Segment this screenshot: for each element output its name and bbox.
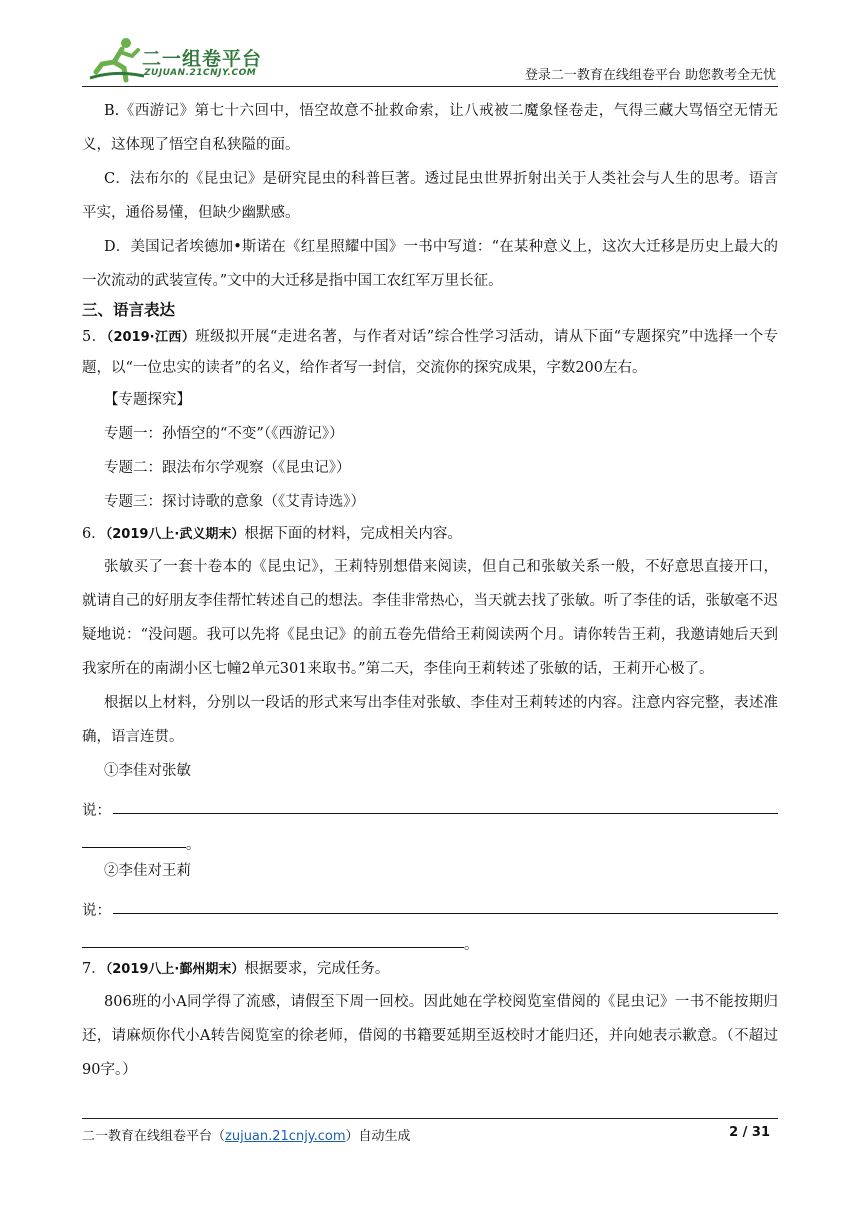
question-source: （2019八上·鄞州期末） — [105, 962, 245, 977]
footer-suffix: ）自动生成 — [345, 1129, 411, 1144]
question-text: 根据要求，完成任务。 — [244, 961, 390, 977]
question-5 — [82, 322, 778, 383]
answer-blank[interactable] — [113, 813, 778, 814]
question-7-material: 806班的小A同学得了流感，请假至下周一回校。因此她在学校阅览室借阅的《昆虫记》一书不能按期归还，请麻烦你代小A转告阅览室的徐老师，借阅的书籍要延期至返校时才能归还，并向她表示歉意。（不超过90字。） — [82, 994, 778, 1078]
answer-blank[interactable] — [82, 947, 464, 948]
header-slogan[interactable]: 登录二一教育在线组卷平台 助您教考全无忧 — [524, 68, 776, 83]
question-number: 5． — [82, 329, 107, 345]
answer-line-1b[interactable] — [82, 820, 778, 854]
topic-2: 专题二：跟法布尔学观察（《昆虫记》） — [104, 460, 351, 476]
period: 。 — [464, 937, 479, 953]
header-divider — [82, 86, 778, 87]
question-number: 6． — [82, 526, 106, 542]
sub-question-2: ②李佳对王莉 — [104, 863, 191, 879]
question-source: （2019·江西） — [106, 330, 196, 345]
topic-3: 专题三：探讨诗歌的意象（《艾青诗选》） — [104, 494, 365, 510]
site-logo[interactable] — [86, 34, 286, 84]
sub-question-1: ①李佳对张敏 — [104, 763, 191, 779]
footer-prefix: 二一教育在线组卷平台（ — [82, 1129, 226, 1144]
answer-line-2b[interactable] — [82, 920, 778, 954]
question-text: 根据下面的材料，完成相关内容。 — [244, 526, 462, 542]
question-number: 7． — [82, 961, 106, 977]
question-text: 班级拟开展“走进名著，与作者对话”综合性学习活动，请从下面“专题探究”中选择一个专题，以“一位忠实的读者”的名义，给作者写一封信，交流你的探究成果，字数200左右。 — [82, 329, 778, 376]
page-number: 2 / 31 — [729, 1125, 770, 1140]
footer-source — [82, 1125, 411, 1144]
document-body — [82, 94, 778, 1087]
option-d: D．美国记者埃德加•斯诺在《红星照耀中国》一书中写道：“在某种意义上，这次大迁移是历史上最大的一次流动的武装宣传。”文中的大迁移是指中国工农红军万里长征。 — [82, 239, 778, 289]
question-6-material: 张敏买了一套十卷本的《昆虫记》，王莉特别想借来阅读，但自己和张敏关系一般，不好意思直接开口，就请自己的好朋友李佳帮忙转述自己的想法。李佳非常热心，当天就去找了张敏。听了李佳的话，张敏毫不迟疑地说：“没问题。我可以先将《昆虫记》的前五卷先借给王莉阅读两个月。请你转告王莉，我邀请她后天到我家所在的南湖小区七幢2单元301来取书。”第二天，李佳向王莉转述了张敏的话，王莉开心极了。 — [82, 559, 778, 677]
question-6-requirement: 根据以上材料，分别以一段话的形式来写出李佳对张敏、李佳对王莉转述的内容。注意内容完整，表述准确，语言连贯。 — [82, 695, 778, 745]
period: 。 — [186, 837, 201, 853]
logo-url: ZUJUAN.21CNJY.COM — [144, 68, 257, 78]
topic-1: 专题一：孙悟空的“不变”（《西游记》） — [104, 426, 344, 442]
say-label: 说： — [82, 803, 111, 819]
say-label: 说： — [82, 903, 111, 919]
logo-title: 二一组卷平台 — [142, 48, 263, 70]
answer-line-1[interactable] — [82, 788, 778, 820]
footer-divider — [82, 1118, 778, 1119]
answer-blank[interactable] — [113, 913, 778, 914]
option-b: B.《西游记》第七十六回中，悟空故意不扯救命索，让八戒被二魔象怪卷走，气得三藏大骂悟空无情无义，这体现了悟空自私狭隘的面。 — [82, 103, 778, 153]
option-c: C．法布尔的《昆虫记》是研究昆虫的科普巨著。透过昆虫世界折射出关于人类社会与人生的思考。语言平实，通俗易懂，但缺少幽默感。 — [82, 171, 778, 221]
question-7 — [82, 954, 778, 985]
question-source: （2019八上·武义期末） — [105, 527, 245, 542]
answer-line-2[interactable] — [82, 888, 778, 920]
question-6 — [82, 519, 778, 550]
topic-box-title: 【专题探究】 — [104, 392, 191, 408]
footer-link[interactable]: zujuan.21cnjy.com — [225, 1129, 346, 1144]
section-title: 三、语言表达 — [82, 301, 176, 319]
runner-logo-icon — [86, 34, 146, 84]
answer-blank[interactable] — [82, 847, 186, 848]
